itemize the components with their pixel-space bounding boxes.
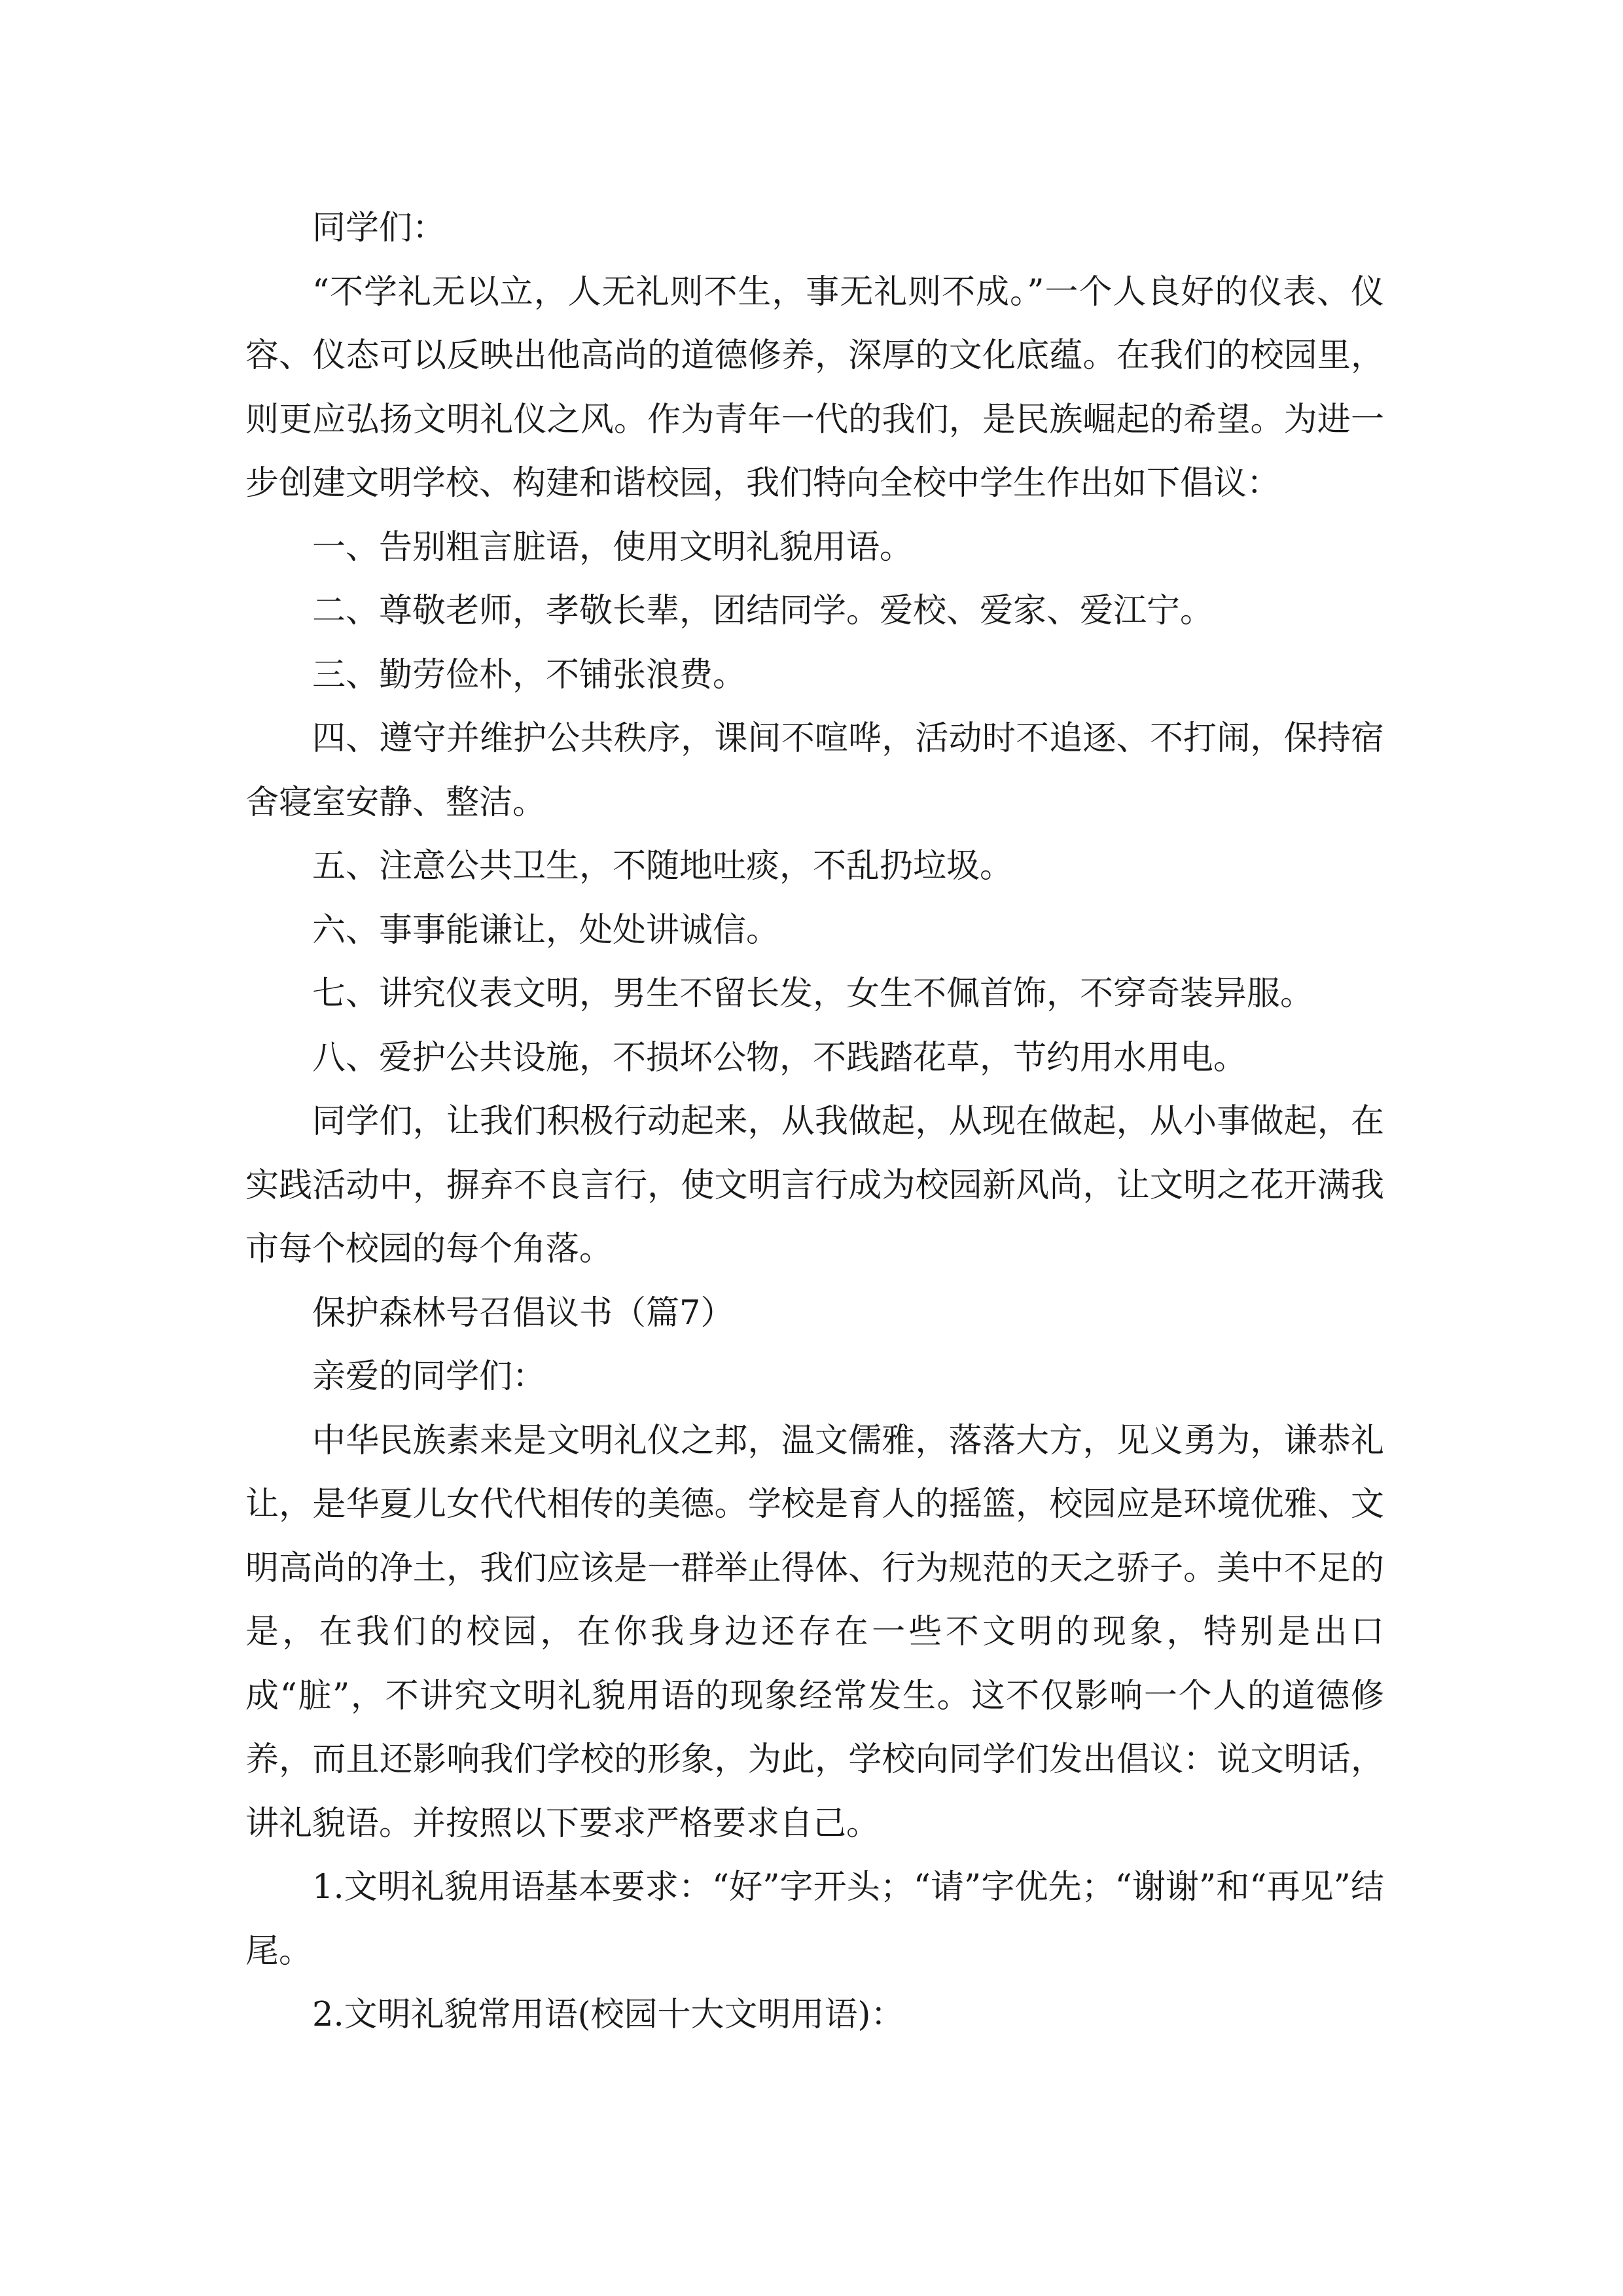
paragraph-closing: 同学们，让我们积极行动起来，从我做起，从现在做起，从小事做起，在实践活动中，摒弃不良言行，使文明言行成为校园新风尚，让文明之花开满我市每个校园的每个角落。: [245, 1102, 1384, 1268]
paragraph-item-1: 一、告别粗言脏语，使用文明礼貌用语。: [312, 528, 914, 567]
paragraph-greeting: 同学们：: [312, 209, 446, 247]
paragraph-rule-1: 1.文明礼貌用语基本要求：“好”字开头；“请”字优先；“谢谢”和“再见”结尾。: [245, 1868, 1384, 1971]
document-body: [245, 196, 1384, 2047]
paragraph-item-4: 四、遵守并维护公共秩序，课间不喧哗，活动时不追逐、不打闹，保持宿舍寝室安静、整洁。: [245, 719, 1384, 822]
paragraph-body-2: 中华民族素来是文明礼仪之邦，温文儒雅，落落大方，见义勇为，谦恭礼让，是华夏儿女代代相传的美德。学校是育人的摇篮，校园应是环境优雅、文明高尚的净土，我们应该是一群举止得体、行为规范的天之骄子。美中不足的是，在我们的校园，在你我身边还存在一些不文明的现象，特别是出口成“脏”，不讲究文明礼貌用语的现象经常发生。这不仅影响一个人的道德修养，而且还影响我们学校的形象，为此，学校向同学们发出倡议：说文明话，讲礼貌语。并按照以下要求严格要求自己。: [245, 1421, 1384, 1843]
paragraph-rule-2: 2.文明礼貌常用语(校园十大文明用语)：: [312, 1996, 904, 2034]
paragraph-item-5: 五、注意公共卫生，不随地吐痰，不乱扔垃圾。: [312, 847, 1014, 886]
paragraph-item-7: 七、讲究仪表文明，男生不留长发，女生不佩首饰，不穿奇装异服。: [312, 975, 1314, 1013]
paragraph-intro: “不学礼无以立，人无礼则不生，事无礼则不成。”一个人良好的仪表、仪容、仪态可以反映出他高尚的道德修养，深厚的文化底蕴。在我们的校园里，则更应弘扬文明礼仪之风。作为青年一代的我们，是民族崛起的希望。为进一步创建文明学校、构建和谐校园，我们特向全校中学生作出如下倡议：: [245, 272, 1384, 503]
section-heading: 保护森林号召倡议书（篇7）: [312, 1293, 734, 1333]
paragraph-greeting-2: 亲爱的同学们：: [312, 1357, 546, 1396]
paragraph-item-6: 六、事事能谦让，处处讲诚信。: [312, 910, 780, 950]
paragraph-item-2: 二、尊敬老师，孝敬长辈，团结同学。爱校、爱家、爱江宁。: [312, 592, 1214, 630]
paragraph-item-3: 三、勤劳俭朴，不铺张浪费。: [312, 655, 747, 694]
paragraph-item-8: 八、爱护公共设施，不损坏公物，不践踏花草，节约用水用电。: [312, 1038, 1247, 1077]
